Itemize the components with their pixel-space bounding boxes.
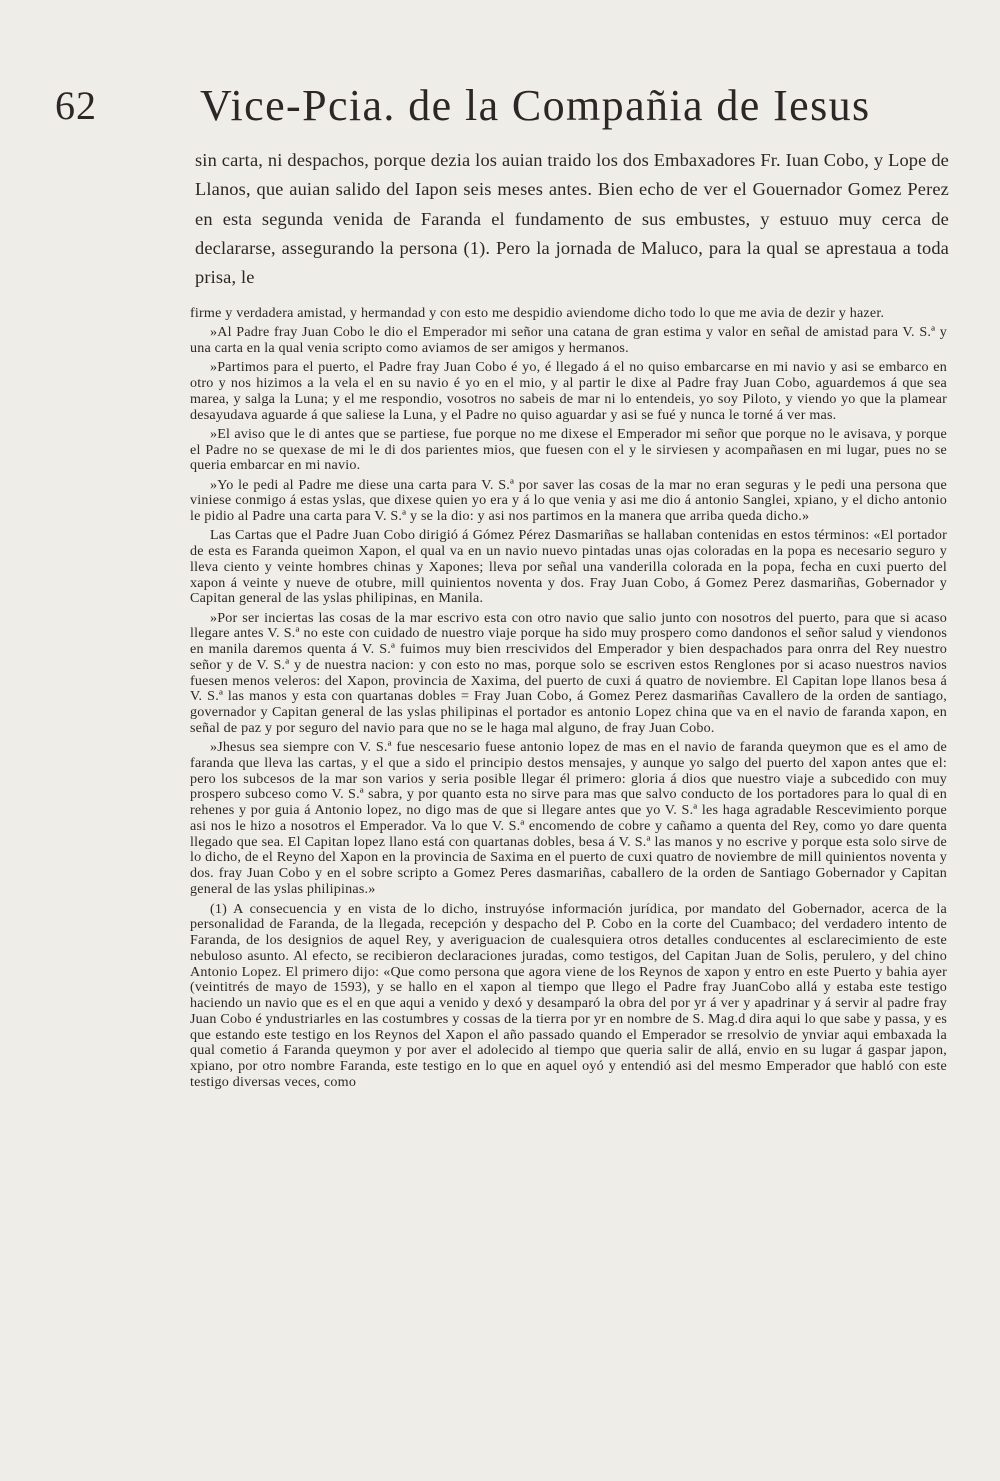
footnote-paragraph: (1) A consecuencia y en vista de lo dicho, instruyóse información jurídica, por mandato del Gobernador, acerca de la personalidad de Faranda, de la llegada, recepción y despacho del P. Cobo en la corte del Cuambaco; del verdadero intento de Faranda, de los designios de aquel Rey, y averiguacion de cualesquiera otros detalles conducentes al esclarecimiento de este nebuloso asunto. Al efecto, se recibieron declaraciones juradas, como testigos, del Capitan Juan de Solis, perulero, y del chino Antonio Lopez. El primero dijo: «Que como persona que agora viene de los Reynos de xapon y entro en este Puerto y bahia ayer (veintitrés de mayo de 1593), y se hallo en el xapon al tiempo que llego el Padre fray JuanCobo allá y estaba este testigo haciendo un navio que es el en que aqui a venido y dexó y desamparó la obra del por yr á ver y apadrinar y á servir al padre fray Juan Cobo é yndustriarles en las costumbres y cossas de la tierra por yr en nombre de S. Mag.d dira aqui lo que sabe y passa, y es que estando este testigo en los Reynos del Xapon el año passado quando el Emperador se rresolvio de ynviar aqui embaxada la qual cometio á Faranda queymon y por aver el adolecido al tiempo que queria salir de allá, envio en su lugar á gaspar japon, xpiano, por otro nombre Faranda, este testigo en lo que en aquel oyó y entendió asi del mesmo Emperador que habló con este testigo diversas veces, como (190, 900, 947, 1090)
note-paragraph: »Yo le pedi al Padre me diese una carta para V. S.ª por saver las cosas de la mar no eran seguras y le pedi una persona que viniese conmigo á estas yslas, que dixese quien yo era y á lo que venia y asi me dio á antonio Sanglei, xpiano, y el dicho antonio le pidio al Padre una carta para V. S.ª y se la dio: y asi nos partimos en la manera que arriba queda dicho.» (190, 476, 947, 524)
note-paragraph: »El aviso que le di antes que se partiese, fue porque no me dixese el Emperador mi señor que porque no le avisava, y porque el Padre no se quexase de mi le di dos parientes mios, que fuesen con el y le sirviesen y acompañasen en mi lugar, pues no se queria embarcar en mi navio. (190, 425, 947, 474)
running-title: Vice-Pcia. de la Compañia de Iesus (200, 81, 871, 130)
main-paragraph: sin carta, ni despachos, porque dezia los auian traido los dos Embaxadores Fr. Iuan Cobo, y Lope de Llanos, que auian salido del Iapon seis meses antes. Bien echo de ver el Gouernador Gomez Perez en esta segunda venida de Faranda el fundamento de sus embustes, y estuuo muy cerca de declararse, assegurando la persona (1). Pero la jornada de Maluco, para la qual se aprestaua a toda prisa, le (195, 150, 949, 288)
page-header (0, 78, 1000, 134)
footnote-block (190, 306, 947, 1094)
note-paragraph: firme y verdadera amistad, y hermandad y con esto me despidio aviendome dicho todo lo que me avia de dezir y hazer. (190, 305, 885, 321)
note-paragraph: »Jhesus sea siempre con V. S.ª fue nescesario fuese antonio lopez de mas en el navio de faranda queymon que es el amo de faranda que lleva las cartas, y el que a sido el principio destos mensajes, y aunque yo salgo del puerto del xapon antes que el: pero los subcesos de la mar son varios y seria posible llegar él primero: gloria á dios que nuestro viaje a subcedido con muy prospero subceso como V. S.ª sabra, y por quanto esta no sirve para mas que salvo conducto de los portadores para lo qual di en rehenes y por guia á Antonio lopez, no digo mas de que si llegare antes que yo V. S.ª les haga agradable Rescevimiento porque asi nos le hizo a nosotros el Emperador. Va lo que V. S.ª encomendo de cobre y cañamo a quenta del Rey, como yo dare quenta llegado que sea. El Capitan lopez llano está con quartanas dobles, besa á V. S.ª las manos y no escrive y porque esta solo sirve de lo dicho, de el Reyno del Xapon en la provincia de Saxima en el puerto de cuxi quatro de noviembre de mill quinientos noventa y dos. fray Juan Cobo y en el sobre scripto a Gomez Peres dasmariñas, caballero de la orden de Santiago Gobernador y Capitan general de las yslas philipinas.» (190, 739, 947, 897)
note-paragraph: »Partimos para el puerto, el Padre fray Juan Cobo é yo, é llegado á el no quiso embarcarse en mi navio y asi se embarco en otro y nos hizimos a la vela el en su navio é yo en el mio, y al partir le dixe al Padre fray Juan Cobo, aguardemos á que sea marea, y salga la Luna; y el me respondio, vosotros no sabeis de mar ni lo entendeis, yo soy Piloto, y viendo yo que la plamear desayudava aguarde á que saliese la Luna, y el Padre no quiso aguardar y asi se fué y nunca le torné á ver mas. (190, 359, 947, 423)
page-number: 62 (55, 83, 97, 128)
note-paragraph: Las Cartas que el Padre Juan Cobo dirigió á Gómez Pérez Dasmariñas se hallaban contenidas en estos términos: «El portador de esta es Faranda queimon Xapon, el qual va en un navio nuevo pintadas unas ojas coloradas en la popa es necesario seguro y lleva ciento y veinte hombres chinas y Xapones; lleva por señal una vanderilla colorada en la popa, fecha en cuxi puerto del xapon á veinte y nueve de otubre, mill quinientos noventa y dos. Fray Juan Cobo, á Gomez Perez dasmariñas, Gobernador y Capitan general de las yslas philipinas, en Manila. (190, 527, 947, 607)
note-paragraph: »Al Padre fray Juan Cobo le dio el Emperador mi señor una catana de gran estima y valor en señal de amistad para V. S.ª y una carta en la qual venia scripto como aviamos de ser amigos y hermanos. (190, 324, 947, 356)
main-text-block (195, 146, 949, 292)
note-paragraph: »Por ser inciertas las cosas de la mar escrivo esta con otro navio que salio junto con nosotros del puerto, para que si acaso llegare antes V. S.ª no este con cuidado de nuestro viaje porque ha sido muy prospero como dandonos el señor salud y viendonos en manila daremos quenta á V. S.ª fuimos muy bien rrescividos del Emperador y bien despachados para onrra del Rey nuestro señor y de V. S.ª y de nuestra nacion: y con esto no mas, porque solo se escriven estos Renglones por si acaso nuestros navios fuesen menos veleros: del Xapon, provincia de Xaxima, del puerto de cuxi á quatro de noviembre. El Capitan lope llanos besa á V. S.ª las manos y esta con quartanas dobles = Fray Juan Cobo, á Gomez Perez dasmariñas Cavallero de la orden de santiago, governador y Capitan general de las yslas philipinas el portador es antonio Lopez china que va en el navio de faranda xapon, en señal de paz y por seguro del navio para que no se le haga mal alguno, de fray Juan Cobo. (190, 609, 947, 736)
